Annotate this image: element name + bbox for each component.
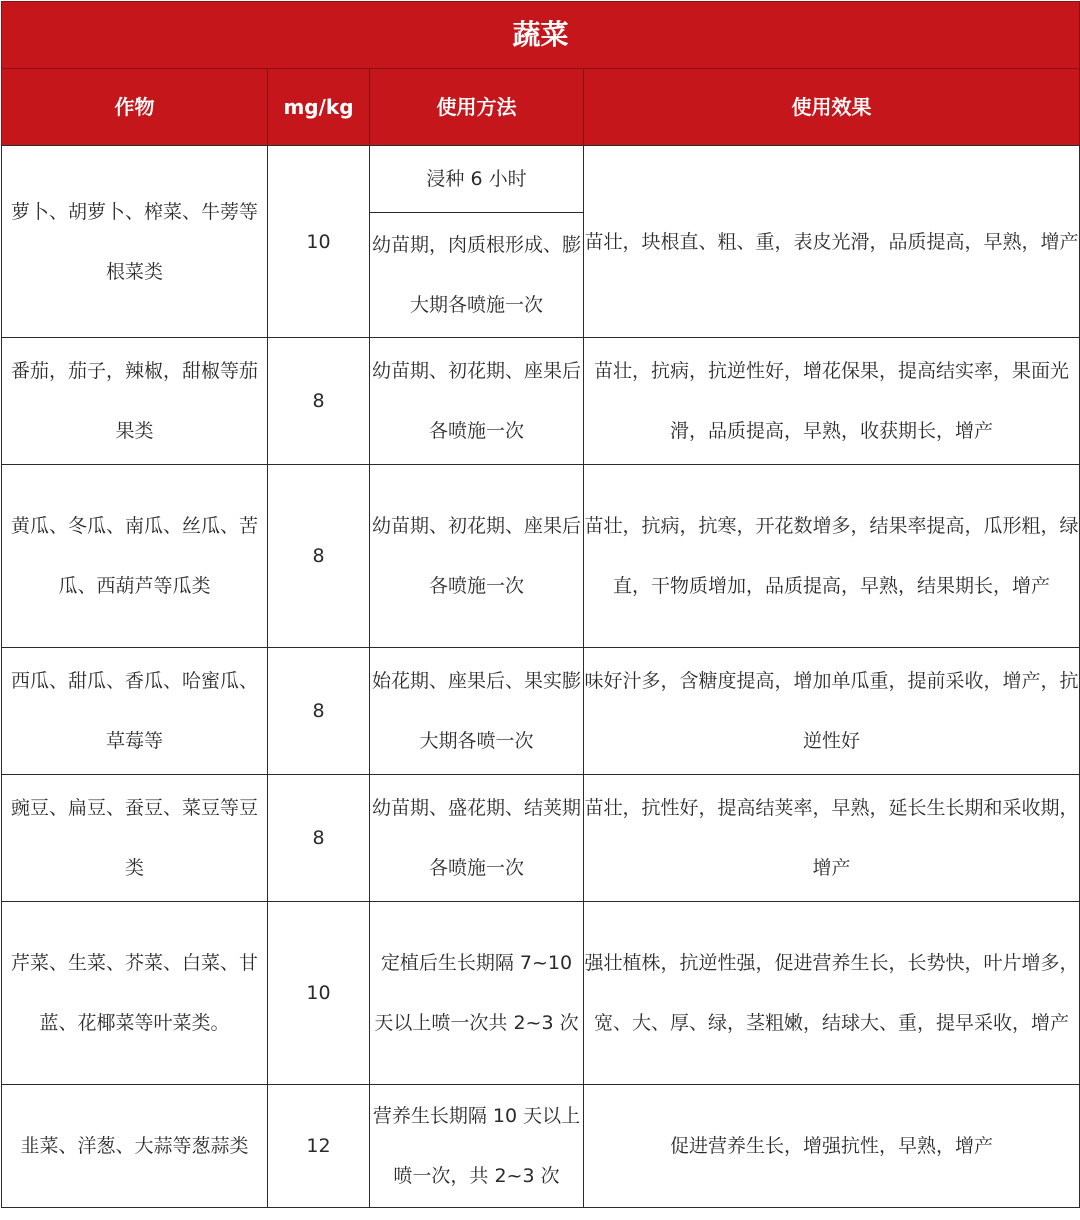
crop-cell: 芹菜、生菜、芥菜、白菜、甘蓝、花椰菜等叶菜类。: [2, 902, 268, 1085]
crop-cell: 豌豆、扁豆、蚕豆、菜豆等豆类: [2, 775, 268, 902]
table-row: [2, 775, 1080, 902]
effect-cell: 强壮植株，抗逆性强，促进营养生长，长势快，叶片增多，宽、大、厚、绿，茎粗嫩，结球大、重，提早采收，增产: [584, 902, 1080, 1085]
crop-cell: 黄瓜、冬瓜、南瓜、丝瓜、苦瓜、西葫芦等瓜类: [2, 465, 268, 648]
crop-cell: 番茄，茄子，辣椒，甜椒等茄果类: [2, 338, 268, 465]
dose-cell: 8: [268, 338, 370, 465]
table-row: [2, 338, 1080, 465]
dose-cell: 10: [268, 146, 370, 338]
table-title: 蔬菜: [2, 2, 1080, 69]
header-row: [2, 69, 1080, 146]
method-cell: 定植后生长期隔 7~10 天以上喷一次共 2~3 次: [370, 902, 584, 1085]
dose-cell: 8: [268, 465, 370, 648]
vegetable-table: [1, 1, 1080, 1208]
method-cell: 幼苗期、盛花期、结荚期各喷施一次: [370, 775, 584, 902]
effect-cell: 促进营养生长，增强抗性，早熟，增产: [584, 1085, 1080, 1208]
effect-cell: 苗壮，抗病，抗寒，开花数增多，结果率提高，瓜形粗，绿直，干物质增加，品质提高，早熟，结果期长，增产: [584, 465, 1080, 648]
header-dose: mg/kg: [268, 69, 370, 146]
method-cell: 浸种 6 小时: [370, 146, 584, 213]
header-crop: 作物: [2, 69, 268, 146]
method-cell: 始花期、座果后、果实膨大期各喷一次: [370, 648, 584, 775]
effect-cell: 苗壮，块根直、粗、重，表皮光滑，品质提高，早熟，增产: [584, 146, 1080, 338]
table-row: [2, 902, 1080, 1085]
method-cell: 幼苗期、初花期、座果后各喷施一次: [370, 465, 584, 648]
effect-cell: 味好汁多，含糖度提高，增加单瓜重，提前采收，增产，抗逆性好: [584, 648, 1080, 775]
effect-cell: 苗壮，抗病，抗逆性好，增花保果，提高结实率，果面光滑，品质提高，早熟，收获期长，增产: [584, 338, 1080, 465]
crop-cell: 萝卜、胡萝卜、榨菜、牛蒡等根菜类: [2, 146, 268, 338]
effect-cell: 苗壮，抗性好，提高结荚率，早熟，延长生长期和采收期，增产: [584, 775, 1080, 902]
table-row: [2, 648, 1080, 775]
crop-cell: 韭菜、洋葱、大蒜等葱蒜类: [2, 1085, 268, 1208]
method-cell: 幼苗期、初花期、座果后各喷施一次: [370, 338, 584, 465]
method-cell: 幼苗期，肉质根形成、膨大期各喷施一次: [370, 213, 584, 338]
table-row: [2, 1085, 1080, 1208]
crop-cell: 西瓜、甜瓜、香瓜、哈蜜瓜、草莓等: [2, 648, 268, 775]
method-cell: 营养生长期隔 10 天以上喷一次，共 2~3 次: [370, 1085, 584, 1208]
title-row: [2, 2, 1080, 69]
dose-cell: 12: [268, 1085, 370, 1208]
table-row: [2, 146, 1080, 213]
header-effect: 使用效果: [584, 69, 1080, 146]
header-method: 使用方法: [370, 69, 584, 146]
table-row: [2, 465, 1080, 648]
dose-cell: 10: [268, 902, 370, 1085]
dose-cell: 8: [268, 648, 370, 775]
dose-cell: 8: [268, 775, 370, 902]
